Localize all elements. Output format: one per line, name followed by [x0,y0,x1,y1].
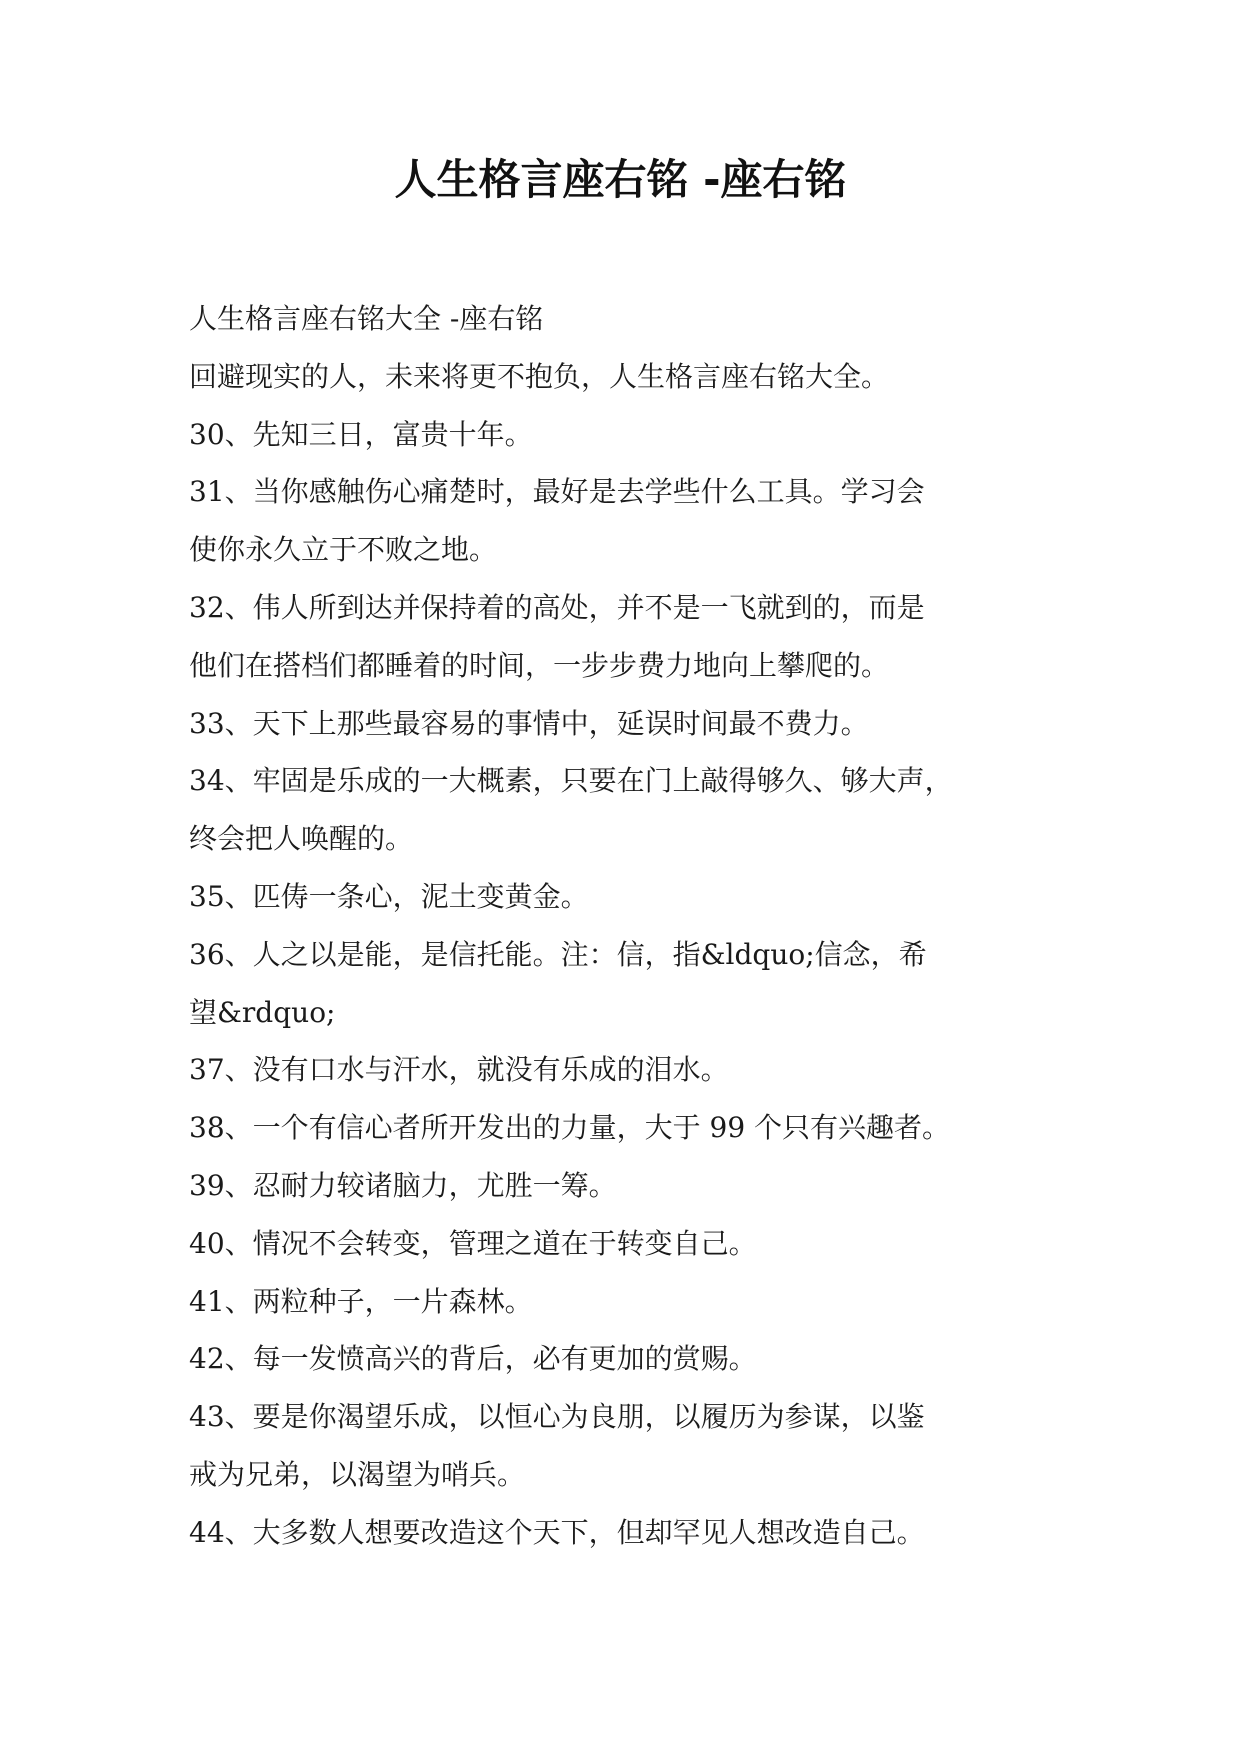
motto-43-line-1: 43、要是你渴望乐成，以恒心为良朋，以履历为参谋，以鉴 [189,1400,925,1434]
motto-34-line-1: 34、牢固是乐成的一大概素，只要在门上敲得够久、够大声， [189,764,953,798]
document-body [189,290,1089,1562]
intro-line: 回避现实的人，未来将更不抱负，人生格言座右铭大全。 [189,359,890,393]
motto-31-line-1: 31、当你感触伤心痛楚时，最好是去学些什么工具。学习会 [189,475,925,509]
motto-39: 39、忍耐力较诸脑力，尤胜一筹。 [189,1168,617,1202]
motto-32-line-1: 32、伟人所到达并保持着的高处，并不是一飞就到的，而是 [189,590,925,624]
motto-44: 44、大多数人想要改造这个天下，但却罕见人想改造自己。 [189,1515,925,1549]
subtitle-line: 人生格言座右铭大全 -座右铭 [189,302,544,335]
motto-41: 41、两粒种子，一片森林。 [189,1284,533,1318]
motto-30: 30、先知三日，富贵十年。 [189,417,533,451]
document-title: 人生格言座右铭 -座右铭 [394,155,847,204]
motto-33: 33、天下上那些最容易的事情中，延误时间最不费力。 [189,706,869,740]
motto-43-line-2: 戒为兄弟，以渴望为哨兵。 [189,1457,526,1491]
motto-42: 42、每一发愤高兴的背后，必有更加的赏赐。 [189,1342,757,1376]
motto-36-line-1: 36、人之以是能，是信托能。注：信，指&ldquo;信念，希 [189,937,927,971]
motto-32-line-2: 他们在搭档们都睡着的时间，一步步费力地向上攀爬的。 [189,648,890,682]
motto-31-line-2: 使你永久立于不败之地。 [189,533,498,567]
motto-34-line-2: 终会把人唤醒的。 [189,822,414,856]
motto-40: 40、情况不会转变，管理之道在于转变自己。 [189,1226,757,1260]
motto-38: 38、一个有信心者所开发出的力量，大于 99 个只有兴趣者。 [189,1111,951,1145]
motto-35: 35、匹俦一条心，泥土变黄金。 [189,879,589,913]
motto-36-line-2: 望&rdquo; [189,995,336,1029]
motto-37: 37、没有口水与汗水，就没有乐成的泪水。 [189,1053,729,1087]
